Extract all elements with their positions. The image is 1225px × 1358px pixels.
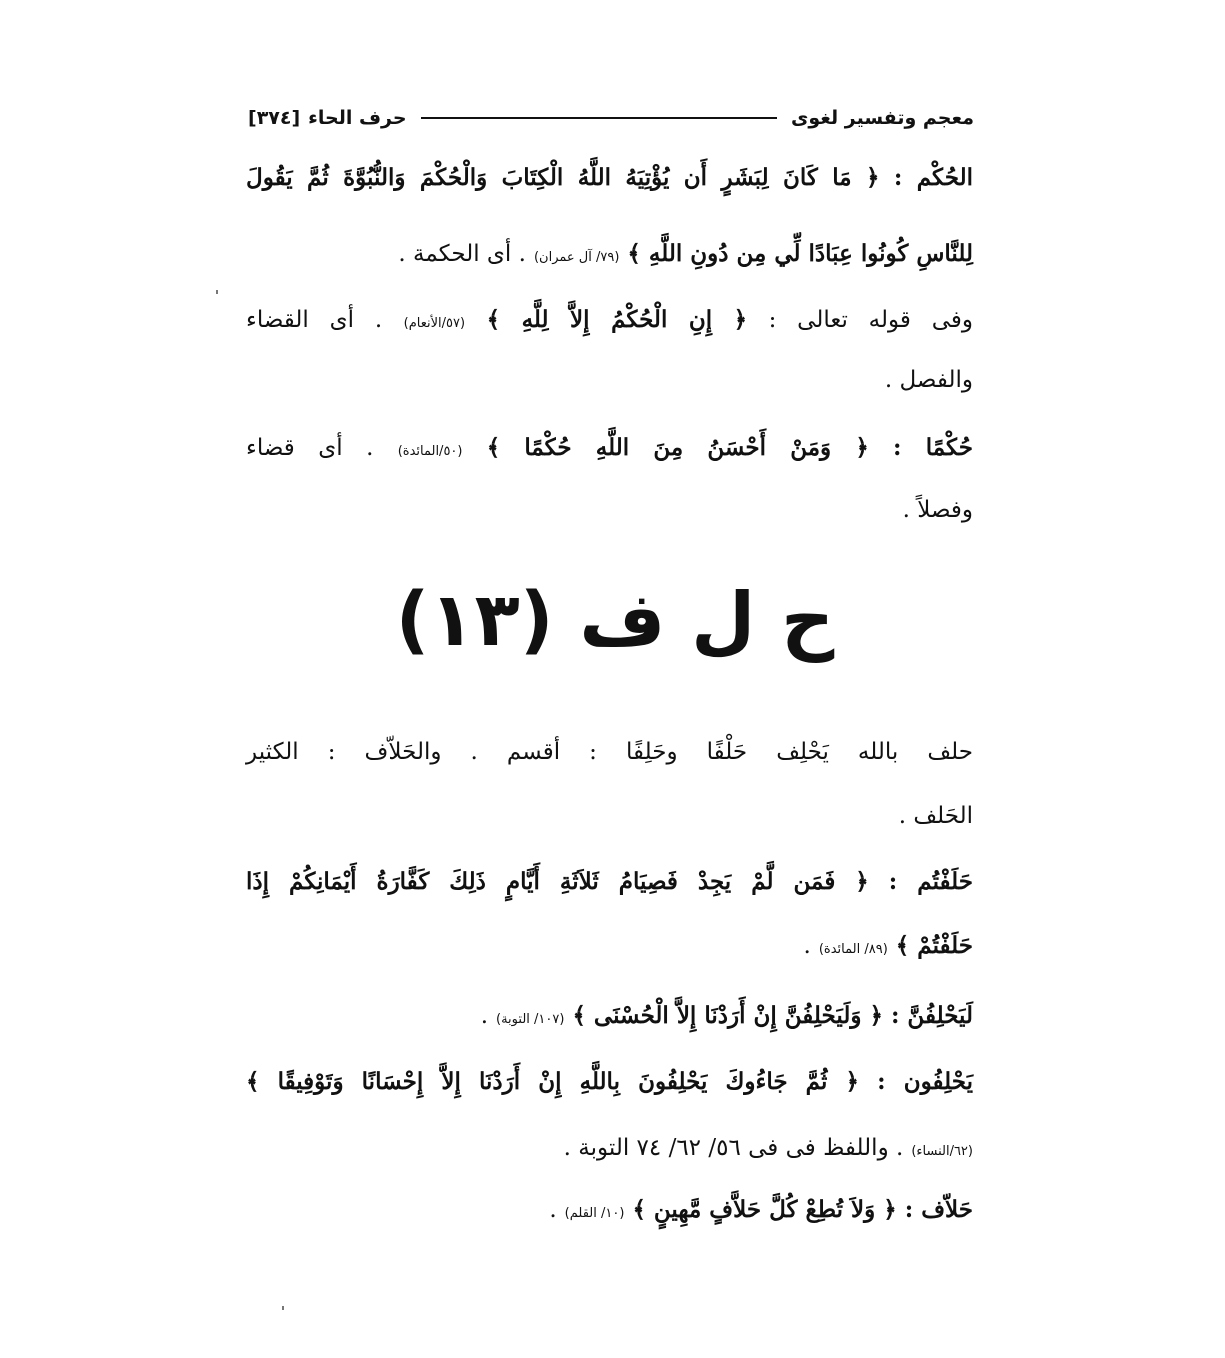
gloss-text: والفصل . [884, 367, 973, 393]
verse-reference: (١٠٧/ التوبة) [496, 1012, 565, 1027]
gloss-text: وفصلاً . [902, 497, 973, 523]
page-number: [٣٧٤] [248, 107, 301, 129]
entry-line [246, 158, 973, 198]
gloss-text: . [803, 933, 811, 959]
gloss-text: . [549, 1197, 557, 1223]
verse-reference: (٥٧/الأنعام) [403, 316, 466, 331]
verse-reference: (٥٠/المائدة) [397, 444, 463, 459]
entry-term: الحُكْم : [893, 164, 973, 191]
entry-line [804, 926, 973, 970]
section-heading: ح ل ف (١٣) [395, 577, 835, 663]
book-title: معجم وتفسير لغوى [790, 107, 974, 129]
entry-line [398, 234, 973, 278]
entry-line [903, 490, 973, 530]
chapter-label: حرف الحاء [308, 107, 407, 129]
entry-line [564, 1128, 973, 1172]
entry-line [549, 1190, 973, 1234]
quran-verse: ﴿ فَمَن لَّمْ يَجِدْ فَصِيَامُ ثَلاَثَةِ أَيَّامٍ ذَلِكَ كَفَّارَةُ أَيْمَانِكُمْ إِذَا [246, 868, 869, 895]
quran-verse: ﴿ إِنِ الْحُكْمُ إِلاَّ لِلَّهِ ﴾ [486, 306, 748, 333]
gloss-text: . أى القضاء [246, 307, 383, 333]
scan-speck [282, 1306, 284, 1310]
verse-reference: (٧٩/ آل عمران) [533, 250, 620, 265]
scan-speck [216, 290, 218, 294]
entry-term: يَحْلِفُون : [877, 1068, 973, 1095]
verse-reference: (٦٢/النساء) [911, 1144, 973, 1159]
entry-line [246, 732, 973, 772]
entry-line [481, 996, 973, 1040]
gloss-text: . أى قضاء [246, 435, 374, 461]
header-rule [421, 117, 777, 119]
entry-line [246, 428, 973, 472]
entry-line [885, 360, 973, 400]
quran-verse: ﴿ مَا كَانَ لِبَشَرٍ أَن يُؤْتِيَهُ اللَّهُ الْكِتَابَ وَالْحُكْمَ وَالنُّبُوَّةَ ثُمَّ يَقُولَ [246, 164, 880, 191]
verse-reference: (١٠/ القلم) [564, 1206, 625, 1221]
quran-verse: ﴿ وَلَيَحْلِفُنَّ إِنْ أَرَدْنَا إِلاَّ الْحُسْنَى ﴾ [572, 1002, 883, 1029]
gloss-text: . واللفظ فى فى ٥٦/ ٦٢/ ٧٤ التوبة . [563, 1135, 904, 1161]
gloss-text: حلف بالله يَحْلِف حَلْفًا وحَلِفًا : أقسم . والحَلاّف : الكثير [246, 739, 973, 765]
quran-verse: لِلنَّاسِ كُونُوا عِبَادًا لِّي مِن دُونِ اللَّهِ ﴾ [627, 240, 973, 267]
entry-term: حُكْمًا : [893, 434, 973, 461]
gloss-text: . [480, 1003, 488, 1029]
entry-line [246, 1062, 973, 1102]
entry-line [246, 300, 973, 344]
gloss-text: الحَلف . [898, 803, 973, 829]
entry-term: حَلاّف : [904, 1196, 973, 1223]
entry-line [899, 796, 973, 836]
entry-line [246, 862, 973, 902]
gloss-text: . أى الحكمة . [398, 241, 526, 267]
quran-verse: ﴿ ثُمَّ جَاءُوكَ يَحْلِفُونَ بِاللَّهِ إِنْ أَرَدْنَا إِلاَّ إِحْسَانًا وَتَوْفِيقًا ﴾ [246, 1068, 859, 1095]
entry-term: لَيَحْلِفُنَّ : [890, 1002, 973, 1029]
verse-reference: (٨٩/ المائدة) [818, 942, 888, 957]
quran-verse: ﴿ وَمَنْ أَحْسَنُ مِنَ اللَّهِ حُكْمًا ﴾ [486, 434, 869, 461]
entry-term: حَلَفْتُم : [888, 868, 973, 895]
quran-verse: حَلَفْتُمْ ﴾ [895, 932, 973, 959]
quran-verse: ﴿ وَلاَ تُطِعْ كُلَّ حَلاَّفٍ مَّهِينٍ ﴾ [632, 1196, 897, 1223]
lead-text: وفى قوله تعالى : [768, 307, 973, 333]
running-header [248, 104, 974, 132]
